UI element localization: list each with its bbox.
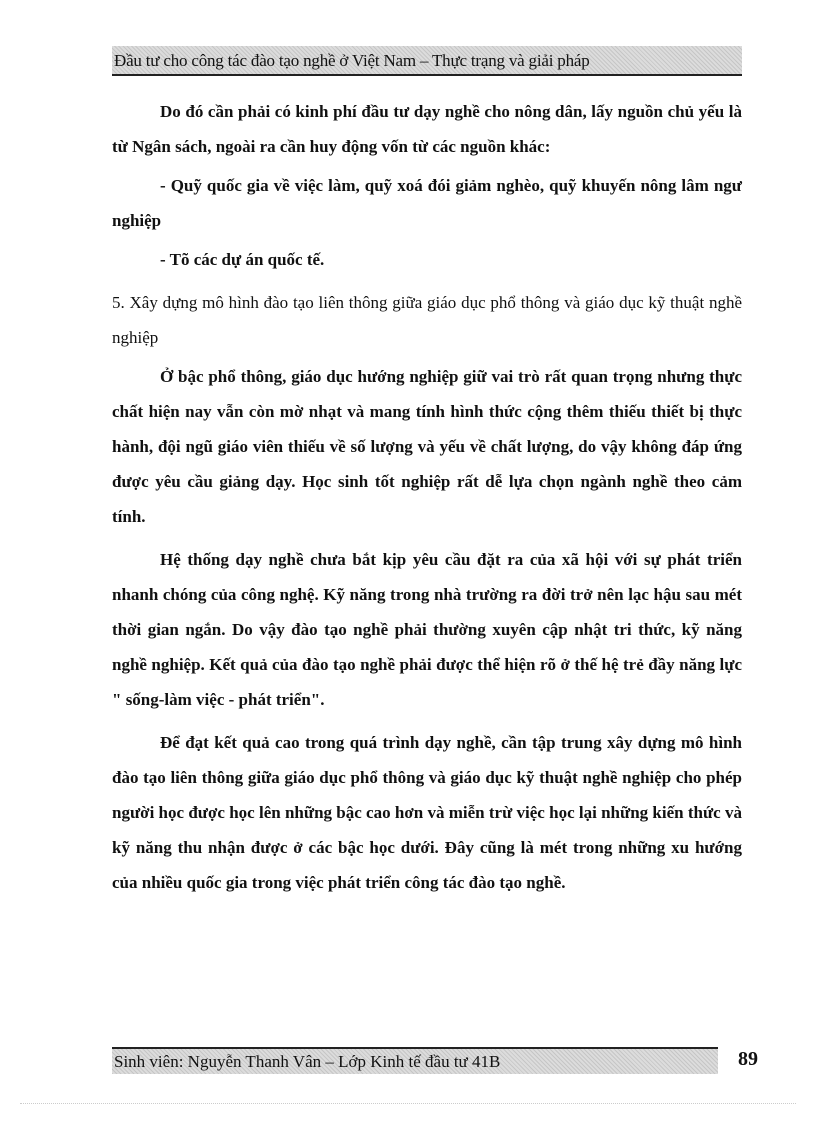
page-header <box>112 46 742 76</box>
header-title: Đầu tư cho công tác đào tạo nghề ở Việt Nam – Thực trạng và giải pháp <box>114 51 590 70</box>
paragraph-secondary-education: Ở bậc phổ thông, giáo dục hướng nghiệp giữ vai trò rất quan trọng nhưng thực chất hiện nay vẫn còn mờ nhạt và mang tính hình thức cộng thêm thiếu thiết bị thực hành, đội ngũ giáo viên thiếu về số lượng và yếu về chất lượng, do vậy không đáp ứng được yêu cầu giảng dạy. Học sinh tốt nghiệp rất dễ lựa chọn ngành nghề theo cảm tính. <box>112 367 742 526</box>
page-bottom-divider <box>20 1103 796 1104</box>
footer-author: Sinh viên: Nguyễn Thanh Vân – Lớp Kinh tế đầu tư 41B <box>114 1052 501 1071</box>
list-item-projects: - Tõ các dự án quốc tế. <box>160 250 325 269</box>
page-footer <box>112 1047 718 1074</box>
paragraph-interconnected-model: Để đạt kết quả cao trong quá trình dạy nghề, cần tập trung xây dựng mô hình đào tạo liên thông giữa giáo dục phổ thông và giáo dục kỹ thuật nghề nghiệp cho phép người học được học lên những bậc cao hơn và miễn trừ việc học lại những kiến thức và kỹ năng thu nhận được ở các bậc học dưới. Đây cũng là mét trong những xu hướng của nhiều quốc gia trong việc phát triển công tác đào tạo nghề. <box>112 733 742 892</box>
list-item-funds: - Quỹ quốc gia về việc làm, quỹ xoá đói giảm nghèo, quỹ khuyến nông lâm ngư nghiệp <box>112 176 742 230</box>
page-number: 89 <box>738 1048 758 1070</box>
paragraph-vocational-system: Hệ thống dạy nghề chưa bắt kịp yêu cầu đặt ra của xã hội với sự phát triển nhanh chóng của công nghệ. Kỹ năng trong nhà trường ra đời trở nên lạc hậu sau mét thời gian ngắn. Do vậy đào tạo nghề phải thường xuyên cập nhật tri thức, kỹ năng nghề nghiệp. Kết quả của đào tạo nghề phải được thể hiện rõ ở thế hệ trẻ đầy năng lực " sống-làm việc - phát triển". <box>112 550 742 709</box>
paragraph-funding: Do đó cần phải có kinh phí đầu tư dạy nghề cho nông dân, lấy nguồn chủ yếu là từ Ngân sách, ngoài ra cần huy động vốn từ các nguồn khác: <box>112 102 742 156</box>
section-heading: 5. Xây dựng mô hình đào tạo liên thông giữa giáo dục phổ thông và giáo dục kỹ thuật nghề nghiệp <box>112 293 742 347</box>
document-body <box>112 94 742 904</box>
